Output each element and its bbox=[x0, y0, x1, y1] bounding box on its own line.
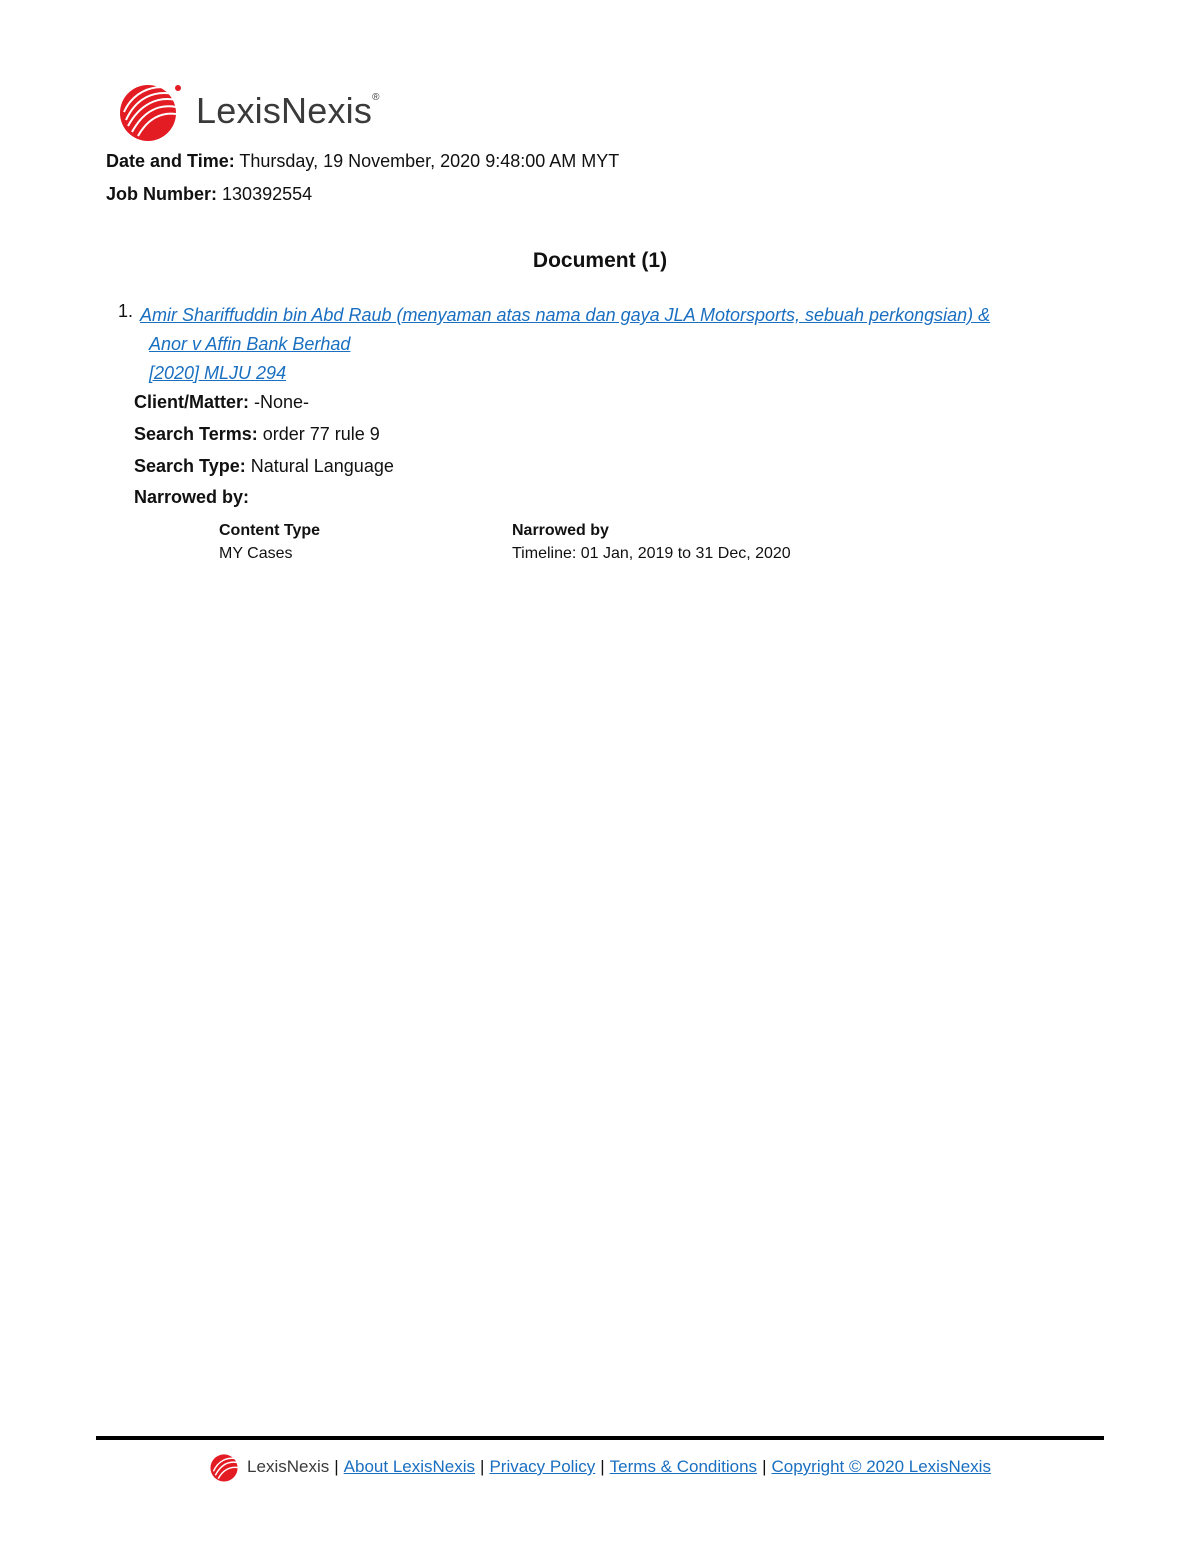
footer-divider bbox=[96, 1436, 1104, 1440]
client-matter-label: Client/Matter: bbox=[134, 392, 250, 412]
narrowed-by-line bbox=[134, 487, 249, 508]
about-lexisnexis-link[interactable]: About LexisNexis bbox=[343, 1457, 476, 1476]
footer-logo bbox=[209, 1452, 329, 1482]
copyright-link[interactable]: Copyright © 2020 LexisNexis bbox=[771, 1457, 991, 1476]
document-heading: Document (1) bbox=[532, 249, 668, 272]
footer-wordmark: LexisNexis bbox=[247, 1457, 330, 1476]
footer bbox=[0, 1452, 1200, 1482]
client-matter-line bbox=[134, 392, 309, 413]
narrowed-by-header: Narrowed by bbox=[512, 522, 609, 539]
lexisnexis-emblem-icon bbox=[118, 80, 182, 142]
lexisnexis-emblem-icon bbox=[209, 1452, 241, 1482]
client-matter-value: -None- bbox=[254, 392, 310, 412]
narrow-column-narrowed-by bbox=[512, 519, 791, 565]
search-type-line bbox=[134, 456, 394, 477]
job-number-value: 130392554 bbox=[222, 184, 313, 204]
privacy-policy-link[interactable]: Privacy Policy bbox=[489, 1457, 596, 1476]
date-time-value: Thursday, 19 November, 2020 9:48:00 AM MYT bbox=[239, 151, 620, 171]
job-number-line bbox=[106, 184, 312, 205]
footer-separator: | bbox=[600, 1457, 605, 1476]
logo-wordmark: LexisNexis® bbox=[196, 90, 380, 131]
date-time-label: Date and Time: bbox=[106, 151, 235, 171]
search-type-value: Natural Language bbox=[250, 456, 394, 476]
narrowed-by-label: Narrowed by: bbox=[134, 487, 250, 507]
terms-conditions-link[interactable]: Terms & Conditions bbox=[609, 1457, 758, 1476]
date-time-line bbox=[106, 151, 619, 172]
footer-separator: | bbox=[762, 1457, 767, 1476]
lexisnexis-logo bbox=[118, 80, 380, 142]
footer-separator: | bbox=[334, 1457, 339, 1476]
search-terms-line bbox=[134, 424, 380, 445]
search-terms-label: Search Terms: bbox=[134, 424, 258, 444]
narrow-column-content-type bbox=[219, 519, 320, 565]
footer-separator: | bbox=[480, 1457, 485, 1476]
job-number-label: Job Number: bbox=[106, 184, 218, 204]
result-title-link-line1[interactable]: Amir Shariffuddin bin Abd Raub (menyaman atas nama dan gaya JLA Motorsports, sebuah perkongsian) & bbox=[140, 305, 991, 325]
search-type-label: Search Type: bbox=[134, 456, 246, 476]
search-terms-value: order 77 rule 9 bbox=[262, 424, 380, 444]
result-number: 1. bbox=[118, 301, 134, 321]
result-citation-link[interactable]: [2020] MLJU 294 bbox=[149, 363, 287, 383]
result-title-link-line2[interactable]: Anor v Affin Bank Berhad bbox=[149, 334, 351, 354]
narrowed-by-value: Timeline: 01 Jan, 2019 to 31 Dec, 2020 bbox=[512, 545, 791, 562]
content-type-header: Content Type bbox=[219, 522, 321, 539]
content-type-value: MY Cases bbox=[219, 545, 293, 562]
